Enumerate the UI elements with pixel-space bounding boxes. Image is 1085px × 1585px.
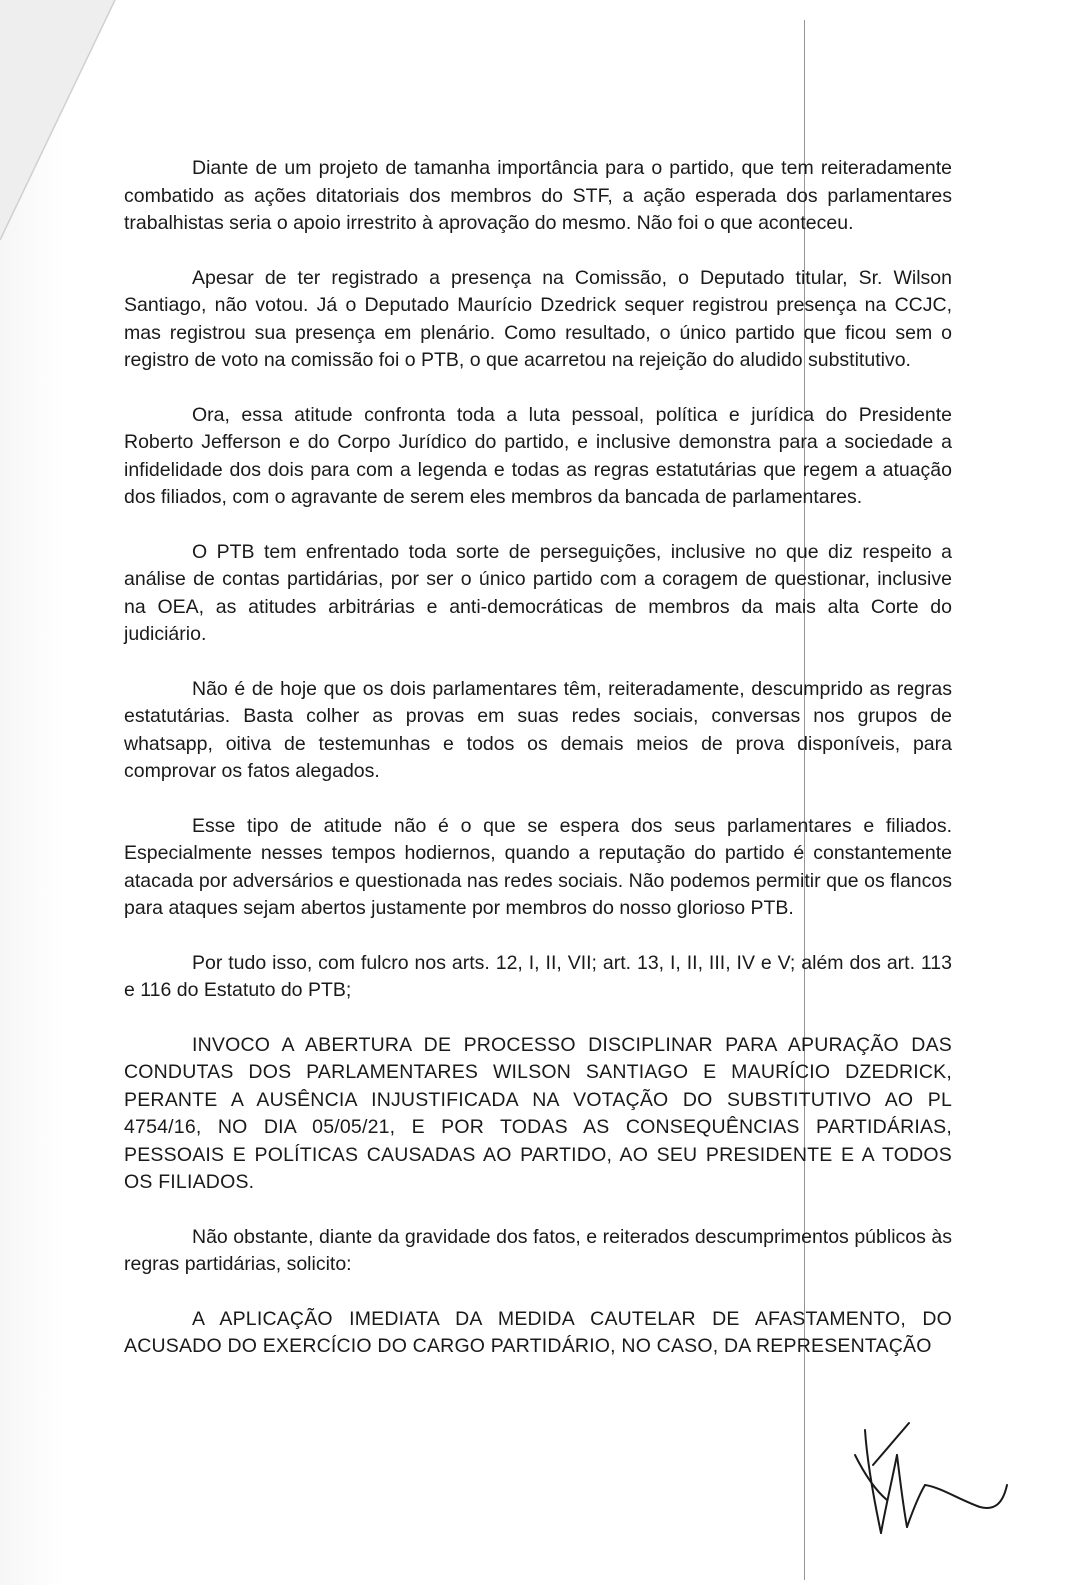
paragraph-disciplinary-request: INVOCO A ABERTURA DE PROCESSO DISCIPLINAR PARA APURAÇÃO DAS CONDUTAS DOS PARLAMENTARES WILSON SANTIAGO E MAURÍCIO DZEDRICK, PERANTE A AUSÊNCIA INJUSTIFICADA NA VOTAÇÃO DO SUBSTITUTIVO AO PL 4754/16, NO DIA 05/05/21, E POR TODAS AS CONSEQUÊNCIAS PARTIDÁRIAS, PESSOAIS E POLÍTICAS CAUSADAS AO PARTIDO, AO SEU PRESIDENTE E A TODOS OS FILIADOS. [124, 1033, 952, 1193]
paragraph-persecution: O PTB tem enfrentado toda sorte de perseguições, inclusive no que diz respeito a análise de contas partidárias, por ser o único partido com a coragem de questionar, inclusive na OEA, as atitudes arbitrárias e anti-democráticas de membros da mais alta Corte do judiciário. [124, 540, 952, 645]
paragraph-argument: Ora, essa atitude confronta toda a luta pessoal, política e jurídica do Presidente Roberto Jefferson e do Corpo Jurídico do partido, e inclusive demonstra para a sociedade a infidelidade dos dois para com a legenda e todas as regras estatutárias que regem a atuação dos filiados, com o agravante de serem eles membros da bancada de parlamentares. [124, 403, 952, 508]
paragraph-precautionary-measure: A APLICAÇÃO IMEDIATA DA MEDIDA CAUTELAR DE AFASTAMENTO, DO ACUSADO DO EXERCÍCIO DO CARGO PARTIDÁRIO, NO CASO, DA REPRESENTAÇÃO [124, 1307, 952, 1357]
paragraph-history: Não é de hoje que os dois parlamentares têm, reiteradamente, descumprido as regras estatutárias. Basta colher as provas em suas redes sociais, conversas nos grupos de whatsapp, oitiva de testemunhas e todos os demais meios de prova disponíveis, para comprovar os fatos alegados. [124, 677, 952, 782]
paragraph-solicitation: Não obstante, diante da gravidade dos fatos, e reiterados descumprimentos públicos às regras partidárias, solicito: [124, 1225, 952, 1275]
handwritten-signature [845, 1415, 1020, 1540]
paragraph-events: Apesar de ter registrado a presença na Comissão, o Deputado titular, Sr. Wilson Santiago, não votou. Já o Deputado Maurício Dzedrick sequer registrou presença na CCJC, mas registrou sua presença em plenário. Como resultado, o único partido que ficou sem o registro de voto na comissão foi o PTB, o que acarretou na rejeição do aludido substitutivo. [124, 266, 952, 371]
paragraph-reputation: Esse tipo de atitude não é o que se espera dos seus parlamentares e filiados. Especialmente nesses tempos hodiernos, quando a reputação do partido é constantemente atacada por adversários e questionada nas redes sociais. Não podemos permitir que os flancos para ataques sejam abertos justamente por membros do nosso glorioso PTB. [124, 814, 952, 919]
page-corner-fold [0, 0, 120, 260]
paragraph-context: Diante de um projeto de tamanha importância para o partido, que tem reiteradamente combatido as ações ditatoriais dos membros do STF, a ação esperada dos parlamentares trabalhistas seria o apoio irrestrito à aprovação do mesmo. Não foi o que aconteceu. [124, 157, 952, 234]
document-body [124, 155, 952, 1388]
paragraph-legal-basis: Por tudo isso, com fulcro nos arts. 12, I, II, VII; art. 13, I, II, III, IV e V; além dos art. 113 e 116 do Estatuto do PTB; [124, 951, 952, 1001]
